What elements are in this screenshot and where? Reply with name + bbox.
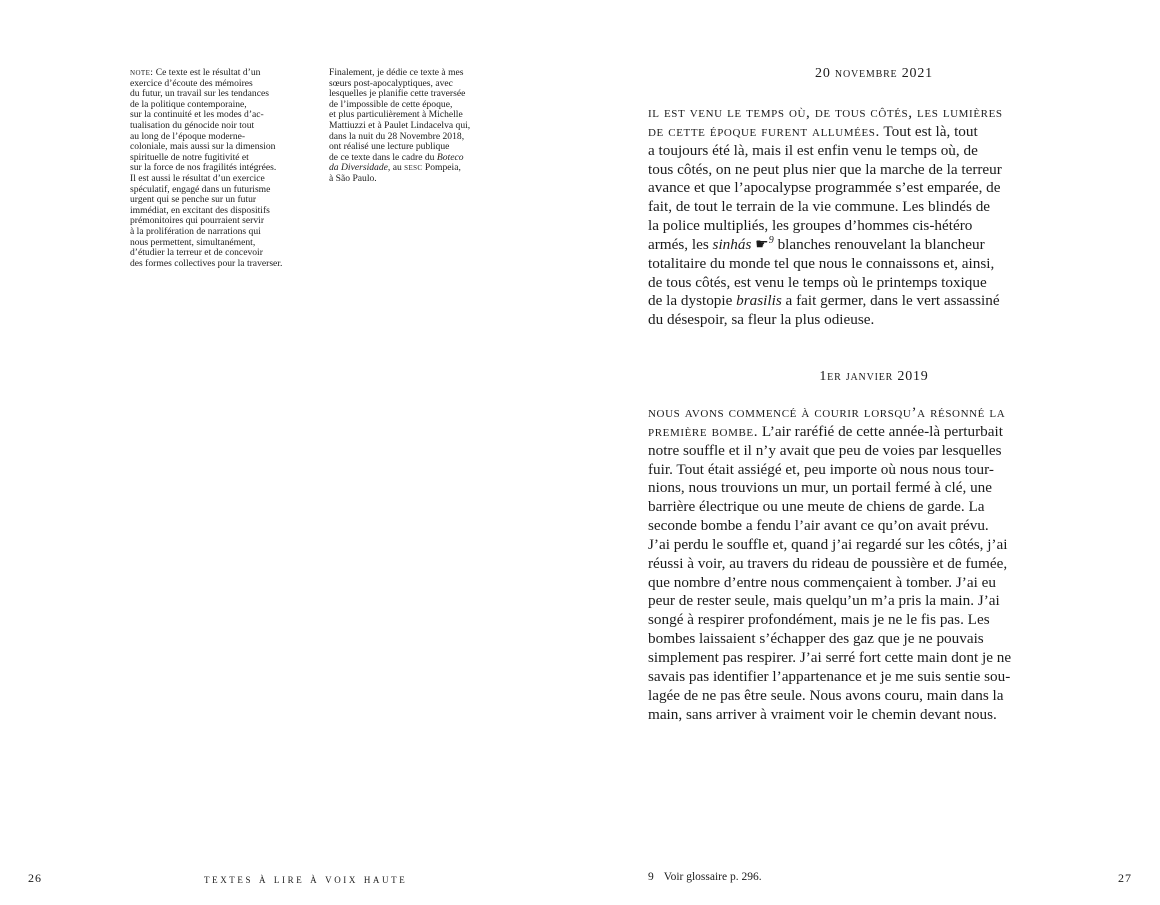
dedication-text-b: , au bbox=[387, 162, 405, 174]
right-page bbox=[580, 0, 1160, 905]
author-note-text: Ce texte est le résultat d’un exercice d’écoute des mémoires du futur, un travail sur les tendances de la politique contemporaine, sur la continuité et les modes d’ac- tualisation du génocide noir tout au long de l’époque moderne- coloniale, mais aussi sur la dimension spirituelle de notre fugitivité et sur la force de nos fragilités intégrées. Il est aussi le résultat d’un exercice spéculatif, engagé dans un futurisme urgent qui se penche sur un futur immédiat, en excitant des dispositifs prémonitoires qui pourraient servir à la prolifération de narrations qui nous permettent, simultanément, d’étudier la terreur et de concevoir des formes collectives pour la traverser. bbox=[130, 67, 283, 269]
dedication-sesc: sesc bbox=[404, 162, 423, 174]
footnote bbox=[648, 871, 762, 883]
body-paragraph-1 bbox=[648, 104, 1102, 330]
page-number-right: 27 bbox=[1118, 871, 1132, 885]
term-brasilis: brasilis bbox=[736, 292, 782, 310]
dedication-venue-title: Boteco da Diversidade bbox=[329, 151, 464, 174]
body-paragraph-2 bbox=[648, 404, 1102, 724]
section-date-heading-1: 20 novembre 2021 bbox=[815, 66, 933, 81]
paragraph-1-lead: il est venu le temps où, de tous côtés, les lumières de cette époque furent allumées. bbox=[648, 104, 1003, 140]
pointing-hand-icon: ☛ bbox=[755, 235, 769, 253]
heading-2-ordinal: 1er bbox=[819, 369, 842, 384]
author-note-column-2 bbox=[329, 68, 509, 185]
dedication-text-c: Pompeia, à São Paulo. bbox=[329, 162, 461, 184]
paragraph-2-text: L’air raréfié de cette année-là perturbait notre souffle et il n’y avait que peu de voies par lesquelles fuir. Tout était assiégé et, peu importe où nous nous tour- nions, nous trouvions un mur, un portail fermé à clé, une barrière électrique ou une meute de chiens de garde. La seconde bombe a fendu l’air avant ce qu’on avait prévu. J’ai perdu le souffle et, quand j’ai regardé sur les côtés, j’ai réussi à voir, au travers du rideau de poussière et de fumée, que nombre d’entre nous commençaient à tomber. J’ai eu peur de rester seule, mais quelqu’un m’a pris la main. J’ai songé à respirer profondément, mais je ne le fis pas. Les bombes laissaient s’échapper des gaz que je ne pouvais simplement pas respirer. J’ai serré fort cette main dont je ne savais pas identifier l’appartenance et je me suis sentie sou- lagée de ne pas être seule. Nous avons couru, main dans la main, sans arriver à vraiment voir le chemin devant nous. bbox=[648, 422, 1012, 723]
paragraph-1-text-b: blanches renouvelant la blancheur totalitaire du monde tel que nous le connaissons et, ainsi, de tous côtés, est venu le temps où le printemps toxique de la dystopie bbox=[648, 235, 995, 310]
note-label: note: bbox=[130, 67, 154, 78]
paragraph-2-lead: nous avons commencé à courir lorsqu’a résonné la première bombe. bbox=[648, 404, 1006, 440]
running-head: textes à lire à voix haute bbox=[204, 871, 408, 886]
dedication-text-a: Finalement, je dédie ce texte à mes sœurs post-apocalyptiques, avec lesquelles je planifie cette traversée de l’impossible de cette époque, et plus particulièrement à Michelle Mattiuzzi et à Paulet Lindacelva qui, dans la nuit du 28 Novembre 2018, ont réalisé une lecture publique de ce texte dans le cadre du bbox=[329, 67, 471, 163]
page-number-left: 26 bbox=[28, 871, 42, 885]
heading-2-date: janvier 2019 bbox=[841, 369, 929, 384]
footnote-number: 9 bbox=[648, 871, 654, 883]
paragraph-1-text-a: Tout est là, tout a toujours été là, mais il est enfin venu le temps où, de tous côtés, on ne peut plus nier que la marche de la terreur avance et que l’apocalypse programmée s’est emparée, de fait, de tout le terrain de la vie commune. Les blindés de la police multipliés, les groupes d’hommes cis-hétéro armés, les bbox=[648, 122, 1002, 253]
author-note-column-1 bbox=[130, 68, 315, 269]
paragraph-1-text-c: a fait germer, dans le vert assassiné du désespoir, sa fleur la plus odieuse. bbox=[648, 292, 1000, 329]
term-sinhas: sinhás bbox=[712, 235, 752, 253]
footnote-reference[interactable]: 9 bbox=[768, 234, 774, 246]
footnote-text: Voir glossaire p. 296. bbox=[663, 871, 762, 883]
section-date-heading-2 bbox=[648, 369, 1100, 385]
